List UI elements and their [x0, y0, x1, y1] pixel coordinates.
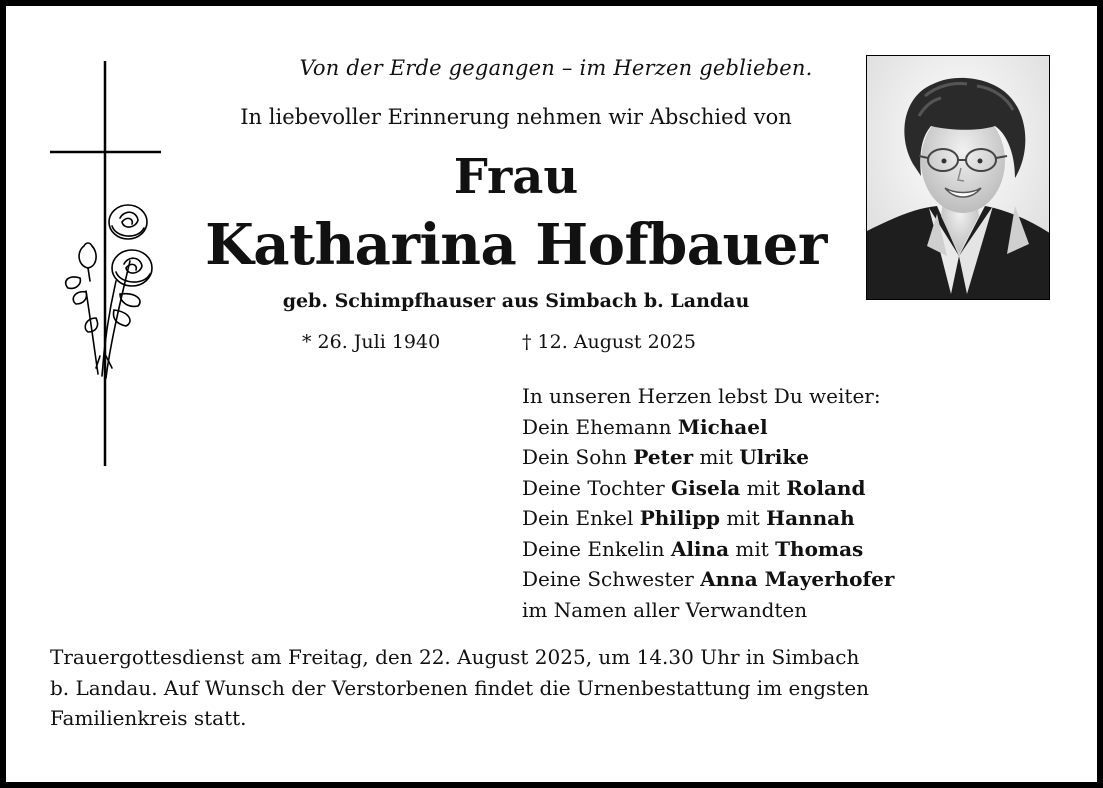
family-member-name: Roland [786, 475, 866, 500]
family-member-name: Hannah [766, 506, 855, 530]
family-member-name: Peter [633, 445, 694, 469]
family-member-name: Philipp [639, 506, 721, 530]
family-member-name: Ulrike [739, 445, 809, 469]
family-relation-text: Dein Ehemann [522, 414, 678, 439]
family-member-name: Michael [677, 414, 768, 439]
family-relation-text: Dein Sohn [522, 445, 634, 469]
salutation: Frau [453, 149, 579, 205]
family-member-line [522, 534, 1082, 565]
family-list [522, 381, 1082, 625]
family-relation-text: im Namen aller Verwandten [522, 597, 808, 622]
family-relation-text: Deine Enkelin [522, 536, 671, 561]
family-relation-text: mit [740, 475, 787, 500]
deceased-name: Katharina Hofbauer [205, 212, 827, 278]
family-member-name: Alina [670, 536, 730, 561]
service-line: Familienkreis statt. [50, 706, 247, 730]
family-member-name: Anna Mayerhofer [700, 567, 895, 591]
family-members [522, 412, 1082, 626]
family-member-line [522, 595, 1082, 626]
service-line: Trauergottesdienst am Freitag, den 22. August 2025, um 14.30 Uhr in Simbach [50, 645, 860, 669]
death-date: † 12. August 2025 [522, 331, 696, 353]
family-relation-text: Deine Tochter [522, 475, 672, 500]
family-member-line [522, 412, 1082, 443]
family-relation-text: Dein Enkel [522, 506, 640, 530]
family-member-line [522, 503, 1082, 534]
family-member-line [522, 473, 1082, 504]
service-announcement [50, 642, 1050, 734]
portrait-icon [867, 56, 1050, 300]
portrait-photo [866, 55, 1050, 300]
family-relation-text: mit [729, 536, 776, 561]
family-relation-text: mit [693, 445, 740, 469]
family-member-line [522, 442, 1082, 473]
service-line: b. Landau. Auf Wunsch der Verstorbenen findet die Urnenbestattung im engsten [50, 675, 870, 700]
family-member-line [522, 564, 1082, 595]
family-relation-text: mit [720, 506, 767, 530]
motto: Von der Erde gegangen – im Herzen geblieben. [299, 56, 813, 80]
family-member-name: Thomas [775, 536, 864, 561]
birth-date: * 26. Juli 1940 [302, 331, 441, 353]
family-relation-text: Deine Schwester [522, 567, 701, 591]
maiden-name-origin: geb. Schimpfhauser aus Simbach b. Landau [282, 290, 750, 312]
family-heading: In unseren Herzen lebst Du weiter: [522, 384, 881, 408]
family-member-name: Gisela [671, 475, 741, 500]
intro-line: In liebevoller Erinnerung nehmen wir Abschied von [240, 105, 792, 129]
